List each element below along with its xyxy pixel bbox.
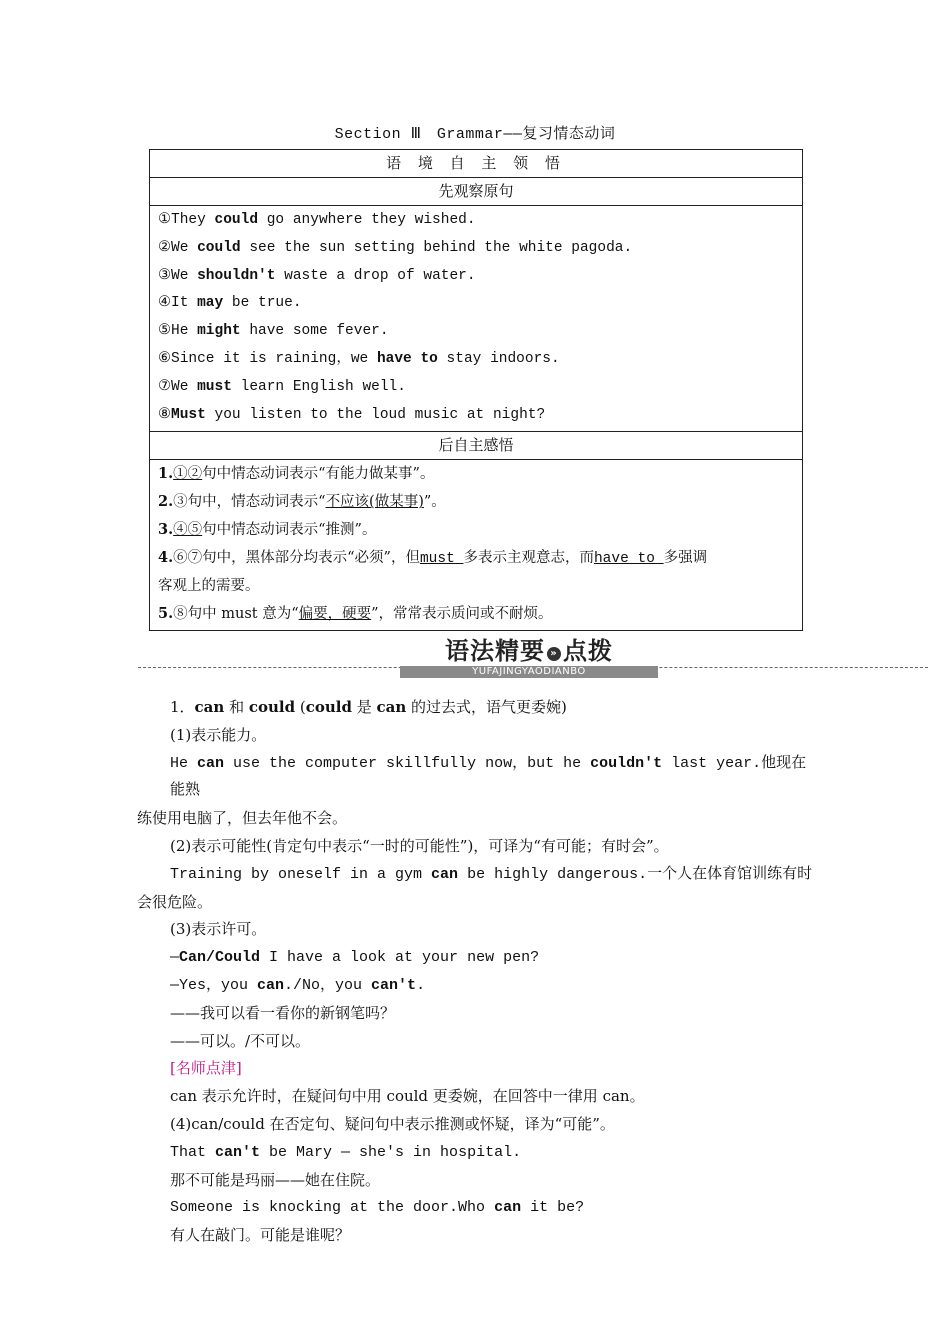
text: We xyxy=(171,378,198,395)
example-sentence xyxy=(158,235,802,263)
double-arrow-icon: » xyxy=(547,647,561,661)
text: I have a look at your new pen? xyxy=(260,949,540,967)
example-1-continued: 练使用电脑了，但去年他不会。 xyxy=(137,809,348,828)
banner-title-left: 语法精要 xyxy=(445,637,545,665)
keyword: can xyxy=(431,865,459,883)
text: it be? xyxy=(521,1199,585,1217)
keyword: couldn't xyxy=(590,754,663,772)
example-sentence xyxy=(158,318,802,346)
sentence-number: ⑧ xyxy=(158,406,171,423)
grammar-banner xyxy=(400,636,658,680)
text: ./No，you xyxy=(284,976,372,994)
note-text: 句中，黑体部分均表示“必须”，但 xyxy=(202,550,420,567)
text: last year.他现在能熟 xyxy=(170,754,807,800)
sentence-number: ⑦ xyxy=(158,378,171,395)
note-3 xyxy=(158,516,802,544)
note-answer: 偏要，硬要 xyxy=(298,606,372,623)
keyword: could xyxy=(197,239,241,256)
note-number: 4. xyxy=(158,549,174,567)
keyword: can xyxy=(257,976,285,994)
note-ref: ⑧ xyxy=(173,606,188,623)
example-sentence xyxy=(158,263,802,291)
keyword: can xyxy=(194,698,225,716)
banner-title xyxy=(400,636,658,666)
table-header-insight: 后自主感悟 xyxy=(150,432,802,460)
note-answer: must xyxy=(419,551,464,568)
note-1 xyxy=(158,460,802,488)
text: We xyxy=(171,267,198,284)
example-sentence xyxy=(158,346,802,374)
sentence-number: ④ xyxy=(158,295,171,312)
text: We xyxy=(171,239,198,256)
sentence-number: ① xyxy=(158,212,171,228)
example-sentence xyxy=(158,402,802,430)
example-5 xyxy=(137,1194,817,1222)
text: ( xyxy=(295,698,306,716)
text: be Mary — she's in hospital. xyxy=(260,1143,522,1161)
keyword: have to xyxy=(376,350,438,367)
example-5-translation: 有人在敲门。可能是谁呢？ xyxy=(170,1226,351,1245)
table-header-main: 语 境 自 主 领 悟 xyxy=(150,150,802,178)
text: He xyxy=(170,754,198,772)
text: go anywhere they wished. xyxy=(258,212,476,228)
example-2 xyxy=(137,861,817,889)
text: see the sun setting behind the white pagoda. xyxy=(240,239,633,256)
teacher-tip-text: can 表示允许时，在疑问句中用 could 更委婉，在回答中一律用 can。 xyxy=(170,1087,645,1106)
text: stay indoors. xyxy=(437,350,560,367)
grammar-explanation xyxy=(137,694,817,1250)
text: 和 xyxy=(224,698,249,716)
note-number: 1. xyxy=(158,465,174,483)
note-answer: 不应该(做某事) xyxy=(325,494,424,511)
note-ref: ⑥⑦ xyxy=(173,550,203,567)
context-table xyxy=(149,149,803,631)
keyword: can't xyxy=(371,976,417,994)
note-number: 2. xyxy=(158,493,174,511)
note-number: 3. xyxy=(158,521,174,539)
keyword: can't xyxy=(215,1143,261,1161)
text: learn English well. xyxy=(231,378,406,395)
text: 是 xyxy=(351,698,377,716)
heading-number: 1． xyxy=(170,698,195,716)
text: waste a drop of water. xyxy=(275,267,476,284)
note-text: 句中 must 意为“ xyxy=(187,606,299,623)
banner-title-right: 点拨 xyxy=(563,637,613,665)
text: —Yes，you xyxy=(170,976,258,994)
keyword: could xyxy=(248,698,296,716)
note-text: 句中情态动词表示“有能力做某事”。 xyxy=(202,466,435,483)
dialog-line-4: ——可以。/不可以。 xyxy=(170,1031,311,1050)
example-2-continued: 会很危险。 xyxy=(137,892,213,911)
note-2 xyxy=(158,488,802,516)
keyword: could xyxy=(214,212,259,228)
note-text: 多表示主观意志，而 xyxy=(463,550,594,567)
text: use the computer skillfully now，but he xyxy=(224,754,591,772)
dialog-line-2 xyxy=(137,972,817,1000)
keyword: shouldn't xyxy=(197,267,276,284)
example-1 xyxy=(137,750,817,806)
note-ref: ③ xyxy=(173,494,188,511)
sentence-number: ③ xyxy=(158,267,171,284)
note-number: 5. xyxy=(158,605,174,623)
note-ref: ④⑤ xyxy=(173,522,203,539)
note-5 xyxy=(158,600,802,628)
point-2: (2)表示可能性(肯定句中表示“一时的可能性”)，可译为“有可能；有时会”。 xyxy=(170,836,669,855)
note-4 xyxy=(158,544,802,572)
keyword: Can/Could xyxy=(179,949,261,967)
keyword: may xyxy=(197,295,224,312)
example-4-translation: 那不可能是玛丽——她在住院。 xyxy=(170,1170,381,1189)
text: That xyxy=(170,1143,216,1161)
example-sentence xyxy=(158,290,802,318)
table-header-observe: 先观察原句 xyxy=(150,178,802,206)
text: Training by oneself in a gym xyxy=(170,865,432,883)
text: . xyxy=(416,976,426,994)
note-text: ”，常常表示质问或不耐烦。 xyxy=(371,606,553,623)
keyword: could xyxy=(305,698,352,716)
dialog-line-3: ——我可以看一看你的新钢笔吗？ xyxy=(170,1003,396,1022)
sentence-number: ⑥ xyxy=(158,350,171,367)
example-sentence xyxy=(158,207,802,235)
note-answer: have to xyxy=(593,551,664,568)
banner-subtitle: YUFAJINGYAODIANBO xyxy=(400,666,658,678)
point-3: (3)表示许可。 xyxy=(170,920,267,939)
text: be highly dangerous.一个人在体育馆训练有时 xyxy=(458,865,813,883)
section-title: Section Ⅲ Grammar——复习情态动词 xyxy=(334,126,616,143)
point-4: (4)can/could 在否定句、疑问句中表示推测或怀疑，译为“可能”。 xyxy=(170,1114,615,1133)
teacher-tip-label: [名师点津] xyxy=(170,1059,242,1078)
text: be true. xyxy=(223,295,302,312)
insight-notes xyxy=(150,460,802,630)
text: He xyxy=(171,323,198,340)
note-text: 多强调 xyxy=(663,550,708,567)
text: 的过去式，语气更委婉) xyxy=(406,698,567,716)
example-4 xyxy=(137,1139,817,1167)
text: It xyxy=(171,295,198,312)
note-4-continued: 客观上的需要。 xyxy=(158,578,260,595)
note-ref: ①② xyxy=(173,466,203,483)
keyword: can xyxy=(376,698,407,716)
keyword: Must xyxy=(171,406,206,423)
text: Someone is knocking at the door.Who xyxy=(170,1199,495,1217)
text: you listen to the loud music at night? xyxy=(205,406,546,423)
dialog-line-1 xyxy=(137,944,817,972)
note-text: 句中，情态动词表示“ xyxy=(187,494,326,511)
example-sentences xyxy=(150,206,802,432)
keyword: can xyxy=(197,754,225,772)
text: — xyxy=(170,949,180,967)
keyword: must xyxy=(197,378,232,395)
text: Since it is raining，we xyxy=(171,350,377,367)
keyword: might xyxy=(197,323,241,340)
text: have some fever. xyxy=(240,323,389,340)
sentence-number: ② xyxy=(158,239,171,256)
note-text: ”。 xyxy=(423,494,446,511)
note-text: 句中情态动词表示“推测”。 xyxy=(202,522,377,539)
heading-can-could xyxy=(137,694,817,722)
point-1: (1)表示能力。 xyxy=(170,725,267,744)
sentence-number: ⑤ xyxy=(158,323,171,340)
keyword: can xyxy=(494,1199,522,1217)
text: They xyxy=(171,212,215,228)
example-sentence xyxy=(158,374,802,402)
